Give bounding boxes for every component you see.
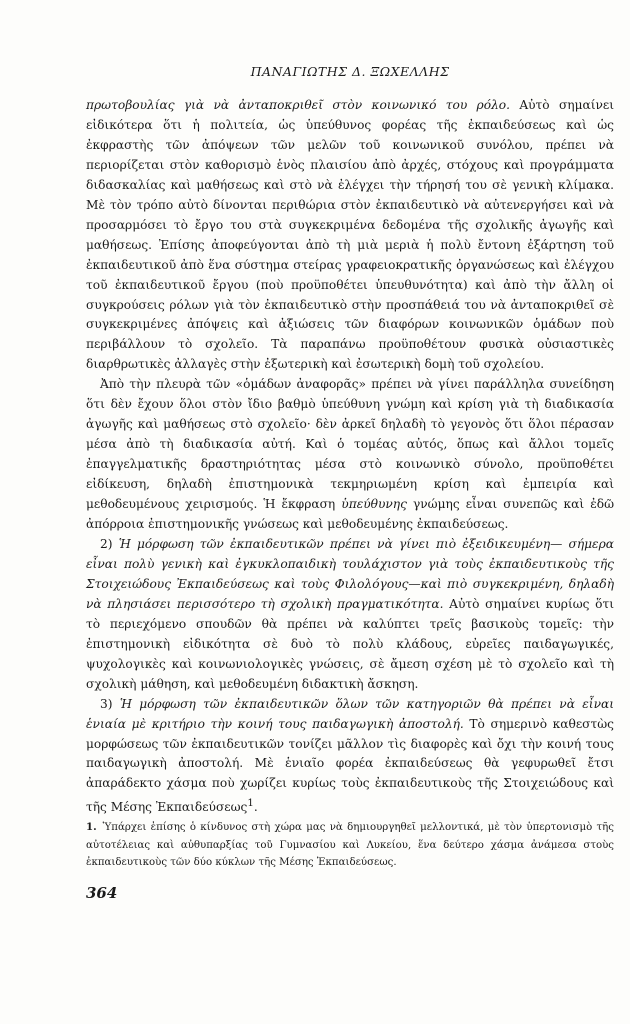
paragraph-1-italic-lead: πρωτοβουλίας γιὰ νὰ ἀνταποκριθεῖ στὸν κοινωνικό του ρόλο.	[86, 98, 510, 112]
paragraph-1	[86, 96, 614, 375]
page-number: 364	[86, 884, 118, 902]
footnote-number: 1.	[86, 821, 97, 833]
paragraph-4-end: .	[253, 800, 258, 815]
footnote-reference: 1	[247, 798, 254, 810]
paragraph-3-italic: Ἡ μόρφωση τῶν ἐκπαιδευτικῶν πρέπει νὰ γίνει πιὸ ἐξειδικευμένη— σήμερα εἶναι πολὺ γενικὴ καὶ ἐγκυκλοπαιδικὴ τουλάχιστον γιὰ τοὺς ἐκπαιδευτικοὺς τῆς Στοιχειώδους Ἐκπαιδεύσεως καὶ τοὺς Φιλολόγους—καὶ πιὸ συγκεκριμένη, δηλαδὴ νὰ πλησιάσει περισσότερο τὴ σχολικὴ πραγματικότητα.	[86, 536, 614, 611]
paragraph-2-italic: ὑπεύθυνης	[341, 497, 407, 512]
running-header: ΠΑΝΑΓΙΩΤΗΣ Δ. ΞΩΧΕΛΛΗΣ	[250, 64, 450, 79]
paragraph-1-text: Αὐτὸ σημαίνει εἰδικότερα ὅτι ἡ πολιτεία, ὡς ὑπεύθυνος φορέας τῆς ἐκπαιδεύσεως καὶ ὡς ἐκφραστὴς τῶν ἀπόψεων τῶν μελῶν τοῦ κοινωνικοῦ συνόλου, πρέπει νὰ περιορίζεται στὸν καθορισμὸ ἑνὸς πλαισίου ἀπὸ ἀρχές, στόχους καὶ προγράμματα διδασκαλίας καὶ μαθήσεως καὶ στὸ νὰ ἐλέγχει τὴν τήρησή του σὲ γενικὴ κλίμακα. Μὲ τὸν τρόπο αὐτὸ δίνονται περιθώρια στὸν ἐκπαιδευτικὸ νὰ αὐτενεργήσει καὶ νὰ προσαρμόσει τὸ ἔργο του στὰ συγκεκριμένα δεδομένα τῆς σχολικῆς ἀγωγῆς καὶ μαθήσεως. Ἐπίσης ἀποφεύγονται ἀπὸ τὴ μιὰ μεριὰ ἡ πολὺ ἔντονη ἐξάρτηση τοῦ ἐκπαιδευτικοῦ ἀπὸ ἕνα σύστημα στείρας γραφειοκρατικῆς ὀργανώσεως καὶ ἐλέγχου τοῦ ἐκπαιδευτικοῦ ἔργου (ποὺ προϋποθέτει ὑπευθυνότητα) καὶ ἀπὸ τὴν ἄλλη οἱ συγκρούσεις ρόλων γιὰ τὸν ἐκπαιδευτικὸ στὴν προσπάθειά του νὰ ἀνταποκριθεῖ σὲ συγκεκριμένες ἀπόψεις καὶ ἀξιώσεις τῶν διαφόρων κοινωνικῶν ὁμάδων ποὺ περιβάλλουν τὸ σχολεῖο. Τὰ παραπάνω προϋποθέτουν φυσικὰ οὐσιαστικὲς διαρθρωτικὲς ἀλλαγὲς στὴν ἐξωτερικὴ καὶ ἐσωτερικὴ δομὴ τοῦ σχολείου.	[86, 98, 614, 372]
paragraph-4-italic: Ἡ μόρφωση τῶν ἐκπαιδευτικῶν ὅλων τῶν κατηγοριῶν θὰ πρέπει νὰ εἶναι ἑνιαία μὲ κριτήριο τὴν κοινή τους παιδαγωγικὴ ἀποστολή.	[86, 696, 614, 731]
paragraph-4-number: 3)	[100, 696, 113, 711]
paragraph-3	[86, 535, 614, 695]
paragraph-4-text: Τὸ σημερινὸ καθεστὼς μορφώσεως τῶν ἐκπαιδευτικῶν τονίζει μᾶλλον τὶς διαφορὲς καὶ ὄχι τὴν κοινή τους παιδαγωγικὴ ἀποστολή. Μὲ ἑνιαῖο φορέα ἐκπαιδεύσεως θὰ γεφυρωθεῖ ἔτσι ἀπαράδεκτο χάσμα ποὺ χωρίζει κυρίως τοὺς ἐκπαιδευτικοὺς τῆς Στοιχειώδους καὶ τῆς Μέσης Ἐκπαιδεύσεως	[86, 716, 615, 815]
paragraph-2	[86, 375, 614, 535]
paragraph-2-text-a: Ἀπὸ τὴν πλευρὰ τῶν «ὁμάδων ἀναφορᾶς» πρέπει νὰ γίνει παράλληλα συνείδηση ὅτι δὲν ἔχουν ὅλοι στὸν ἴδιο βαθμὸ ὑπεύθυνη γνώμη καὶ κρίση γιὰ τὴ διαδικασία ἀγωγῆς καὶ μαθήσεως στὸ σχολεῖο· δὲν ἀρκεῖ δηλαδὴ τὸ γεγονὸς ὅτι ὅλοι πέρασαν μέσα ἀπὸ τὴ διαδικασία αὐτή. Καὶ ὁ τομέας αὐτός, ὅπως καὶ ἄλλοι τομεῖς ἐπαγγελματικῆς δραστηριότητας μέσα στὸ κοινωνικὸ σύνολο, προϋποθέτει εἰδίκευση, δηλαδὴ ἐπιστημονικὰ τεκμηριωμένη κρίση καὶ ἐμπειρία καὶ μεθοδευμένους χειρισμούς. Ἡ ἔκφραση	[86, 377, 614, 512]
body-text	[86, 96, 614, 818]
footnote-text: Ὑπάρχει ἐπίσης ὁ κίνδυνος στὴ χώρα μας νὰ δημιουργηθεῖ μελλοντικά, μὲ τὸν ὑπερτονισμὸ τῆς αὐτοτέλειας καὶ αὐθυπαρξίας τοῦ Γυμνασίου καὶ Λυκείου, ἕνα δεύτερο χάσμα ἀνάμεσα στοὺς ἐκπαιδευτικοὺς τῶν δύο κύκλων τῆς Μέσης Ἐκπαιδεύσεως.	[86, 822, 614, 868]
paragraph-4	[86, 695, 614, 819]
paragraph-3-number: 2)	[100, 536, 113, 551]
paragraph-2-text-b: γνώμης εἶναι συνεπῶς καὶ ἐδῶ ἀπόρροια ἐπιστημονικῆς γνώσεως καὶ μεθοδευμένης ἐκπαιδεύσεως.	[86, 497, 615, 532]
footnote	[86, 819, 614, 872]
paragraph-3-text: Αὐτὸ σημαίνει κυρίως ὅτι τὸ περιεχόμενο σπουδῶν θὰ πρέπει νὰ καλύπτει τρεῖς βασικοὺς τομεῖς: τὴν ἐπιστημονικὴ εἰδικότητα σὲ δυὸ τὸ πολὺ κλάδους, εὐρεῖες παιδαγωγικές, ψυχολογικὲς καὶ κοινωνιολογικὲς γνώσεις, σὲ ἄμεση σχέση μὲ τὸ σχολεῖο καὶ τὴ σχολικὴ μάθηση, καὶ μεθοδευμένη διδακτικὴ ἄσκηση.	[86, 596, 615, 691]
